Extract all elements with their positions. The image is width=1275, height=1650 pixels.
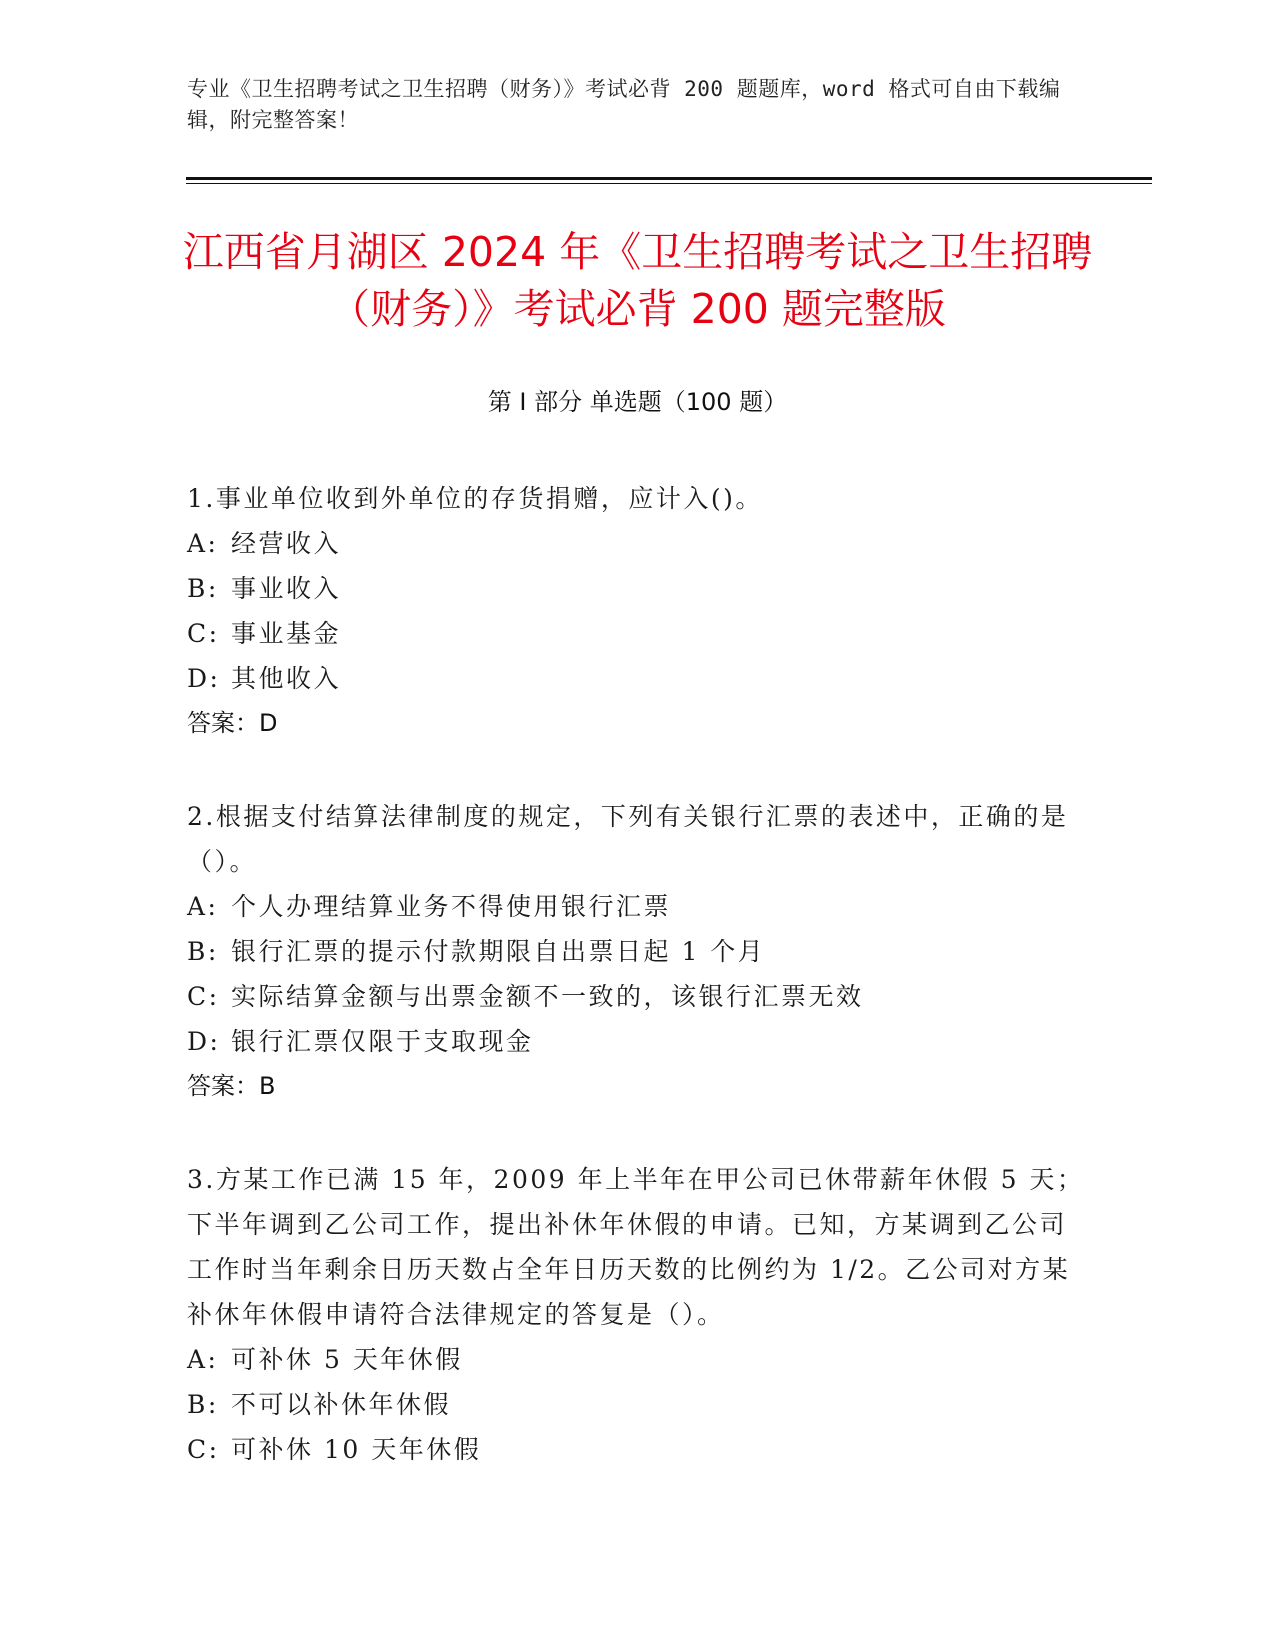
- option-text: 银行汇票的提示付款期限自出票日起 1 个月: [231, 937, 766, 966]
- option-letter: D:: [187, 1027, 221, 1056]
- option-text: 可补休 5 天年休假: [231, 1345, 463, 1374]
- question-3: [187, 1157, 1087, 1472]
- option-letter: C:: [187, 619, 220, 648]
- option-b: [187, 1382, 1087, 1427]
- option-text: 个人办理结算业务不得使用银行汇票: [231, 892, 672, 921]
- option-letter: B:: [187, 937, 219, 966]
- option-b: [187, 929, 1087, 974]
- header-rule-thick: [186, 177, 1152, 180]
- option-letter: B:: [187, 1390, 219, 1419]
- option-d: [187, 1019, 1087, 1064]
- section-title: 第 I 部分 单选题（100 题）: [487, 388, 788, 416]
- option-c: [187, 611, 1087, 656]
- question-stem: 3.方某工作已满 15 年，2009 年上半年在甲公司已休带薪年休假 5 天；下半年调到乙公司工作，提出补休年休假的申请。已知，方某调到乙公司工作时当年剩余日历天数占全年日历天数的比例约为 1/2。乙公司对方某补休年休假申请符合法律规定的答复是（）。: [187, 1165, 1085, 1329]
- answer: 答案：B: [187, 1072, 276, 1100]
- question-stem: 2.根据支付结算法律制度的规定，下列有关银行汇票的表述中，正确的是（）。: [187, 802, 1069, 876]
- option-text: 其他收入: [231, 664, 342, 693]
- answer: 答案：D: [187, 709, 278, 737]
- option-text: 不可以补休年休假: [231, 1390, 452, 1419]
- header-note: 专业《卫生招聘考试之卫生招聘（财务）》考试必背 200 题题库，word 格式可自由下载编辑，附完整答案！: [187, 77, 1061, 132]
- question-1: [187, 476, 1087, 746]
- option-a: [187, 884, 1087, 929]
- option-c: [187, 1427, 1087, 1472]
- option-a: [187, 521, 1087, 566]
- option-text: 事业收入: [231, 574, 342, 603]
- question-list: [187, 476, 1087, 1520]
- option-b: [187, 566, 1087, 611]
- option-letter: A:: [187, 892, 219, 921]
- option-letter: C:: [187, 1435, 220, 1464]
- option-c: [187, 974, 1087, 1019]
- option-a: [187, 1337, 1087, 1382]
- option-text: 事业基金: [231, 619, 342, 648]
- option-letter: A:: [187, 1345, 219, 1374]
- option-letter: A:: [187, 529, 219, 558]
- question-stem: 1.事业单位收到外单位的存货捐赠，应计入()。: [187, 484, 763, 513]
- document-title: 江西省月湖区 2024 年《卫生招聘考试之卫生招聘（财务）》考试必背 200 题完整版: [182, 228, 1093, 333]
- header-rule-thin: [186, 183, 1152, 184]
- option-text: 实际结算金额与出票金额不一致的，该银行汇票无效: [231, 982, 864, 1011]
- option-letter: D:: [187, 664, 221, 693]
- option-d: [187, 656, 1087, 701]
- option-text: 经营收入: [231, 529, 342, 558]
- option-letter: C:: [187, 982, 220, 1011]
- option-letter: B:: [187, 574, 219, 603]
- option-text: 可补休 10 天年休假: [231, 1435, 482, 1464]
- question-2: [187, 794, 1087, 1109]
- option-text: 银行汇票仅限于支取现金: [231, 1027, 534, 1056]
